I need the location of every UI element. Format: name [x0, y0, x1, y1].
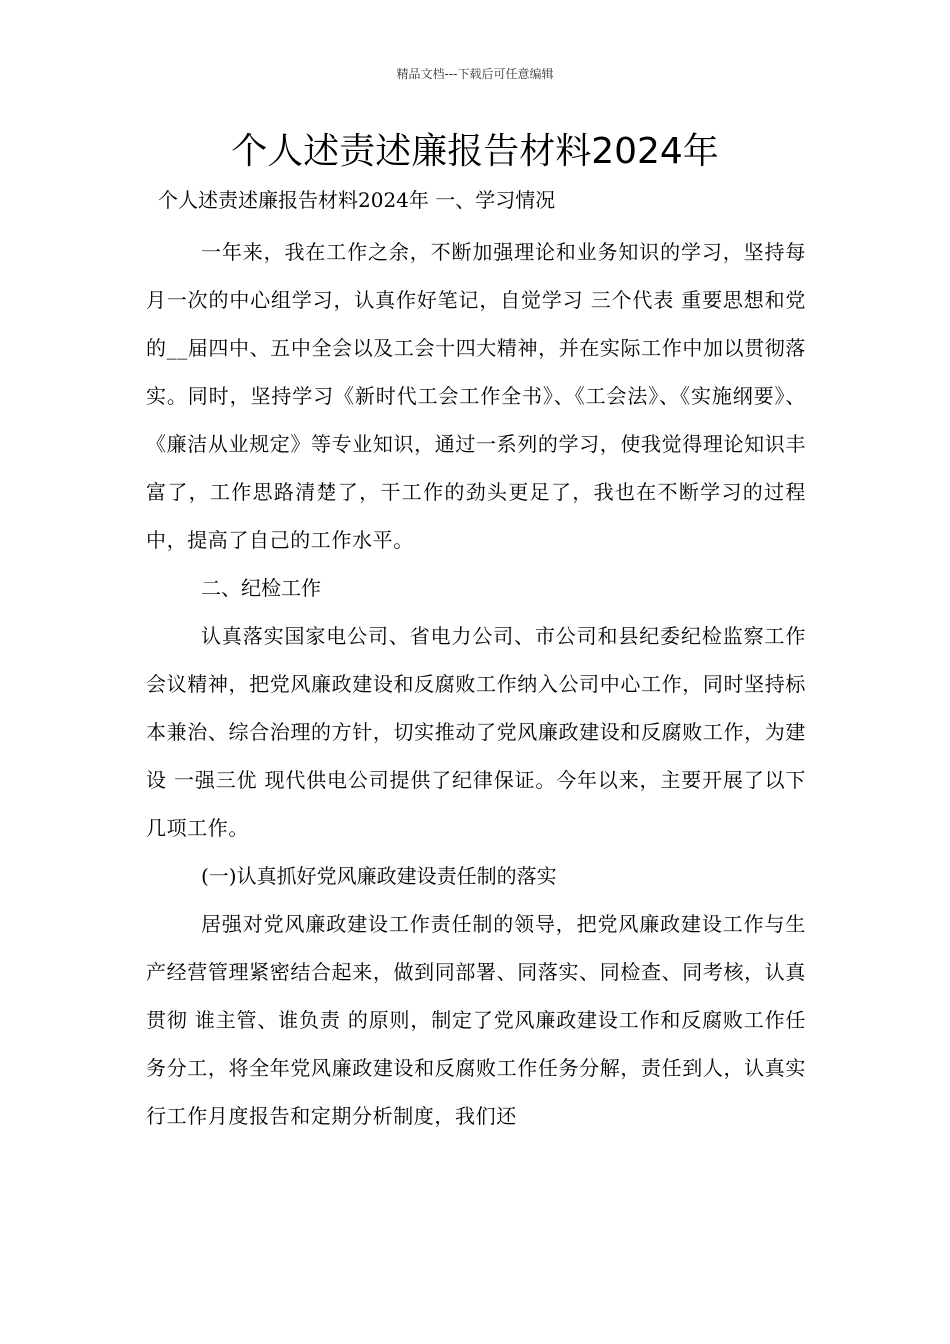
paragraph-responsibility: 居强对党风廉政建设工作责任制的领导，把党风廉政建设工作与生产经营管理紧密结合起来，做到同部署、同落实、同检查、同考核，认真贯彻 谁主管、谁负责 的原则，制定了党风廉政建设工作和反腐败工作任务分工，将全年党风廉政建设和反腐败工作任务分解，责任到人，认真实行工作月度报告和定期分析制度，我们还 [146, 912, 806, 1128]
document-subtitle: 个人述责述廉报告材料2024年 一、学习情况 [158, 188, 556, 212]
document-body [146, 228, 806, 1140]
subsection-heading-responsibility: (一)认真抓好党风廉政建设责任制的落实 [201, 864, 557, 888]
section-heading-discipline: 二、纪检工作 [201, 576, 321, 600]
document-title: 个人述责述廉报告材料2024年 [231, 131, 719, 172]
paragraph-discipline: 认真落实国家电公司、省电力公司、市公司和县纪委纪检监察工作会议精神，把党风廉政建设和反腐败工作纳入公司中心工作，同时坚持标本兼治、综合治理的方针，切实推动了党风廉政建设和反腐败工作，为建设 一强三优 现代供电公司提供了纪律保证。今年以来，主要开展了以下几项工作。 [146, 624, 806, 840]
header-note: 精品文档---下载后可任意编辑 [396, 67, 554, 81]
paragraph-study: 一年来，我在工作之余，不断加强理论和业务知识的学习，坚持每月一次的中心组学习，认真作好笔记，自觉学习 三个代表 重要思想和党的__届四中、五中全会以及工会十四大精神，并在实际工作中加以贯彻落实。同时，坚持学习《新时代工会工作全书》、《工会法》、《实施纲要》、《廉洁从业规定》等专业知识，通过一系列的学习，使我觉得理论知识丰富了，工作思路清楚了，干工作的劲头更足了，我也在不断学习的过程中，提高了自己的工作水平。 [146, 240, 806, 552]
